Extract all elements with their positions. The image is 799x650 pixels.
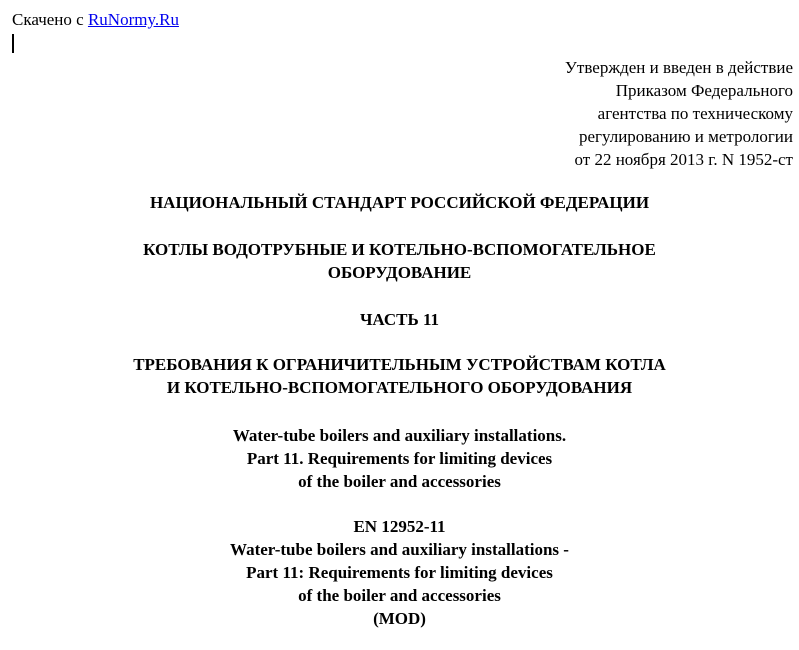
- approval-line: Приказом Федерального: [615, 81, 793, 100]
- heading-line: КОТЛЫ ВОДОТРУБНЫЕ И КОТЕЛЬНО-ВСПОМОГАТЕЛЬНОЕ: [143, 240, 656, 259]
- runormy-link[interactable]: RuNormy.Ru: [87, 10, 179, 29]
- approval-line: от 22 ноября 2013 г. N 1952-ст: [574, 150, 793, 169]
- modification-label: (MOD): [373, 609, 426, 628]
- heading-line: Part 11. Requirements for limiting devices: [246, 449, 553, 468]
- heading-line: ОБОРУДОВАНИЕ: [327, 263, 472, 282]
- approval-line: агентства по техническому: [597, 104, 793, 123]
- approval-block: [393, 56, 793, 171]
- downloaded-from-label: Скачено с: [12, 10, 84, 29]
- en-code: EN 12952-11: [353, 517, 446, 536]
- heading-line: ТРЕБОВАНИЯ К ОГРАНИЧИТЕЛЬНЫМ УСТРОЙСТВАМ КОТЛА: [133, 355, 666, 374]
- heading-line: Water-tube boilers and auxiliary installations -: [230, 540, 569, 559]
- heading-line: ЧАСТЬ 11: [359, 310, 440, 329]
- heading-line: of the boiler and accessories: [298, 472, 501, 491]
- standard-subtitle-ru: [0, 353, 799, 399]
- heading-line: НАЦИОНАЛЬНЫЙ СТАНДАРТ РОССИЙСКОЙ ФЕДЕРАЦИИ: [149, 193, 650, 212]
- approval-line: Утвержден и введен в действие: [564, 58, 793, 77]
- standard-title-en: [0, 424, 799, 493]
- heading-line: И КОТЕЛЬНО-ВСПОМОГАТЕЛЬНОГО ОБОРУДОВАНИЯ: [166, 378, 633, 397]
- national-standard-title: [0, 191, 799, 214]
- source-line: [12, 9, 179, 31]
- heading-line: Part 11: Requirements for limiting devices: [246, 563, 553, 582]
- en-reference: [0, 515, 799, 630]
- text-cursor: [12, 34, 14, 53]
- standard-title-ru: [0, 238, 799, 284]
- part-number: [0, 308, 799, 331]
- heading-line: of the boiler and accessories: [298, 586, 501, 605]
- approval-line: регулированию и метрологии: [578, 127, 793, 146]
- heading-line: Water-tube boilers and auxiliary installations.: [232, 426, 567, 445]
